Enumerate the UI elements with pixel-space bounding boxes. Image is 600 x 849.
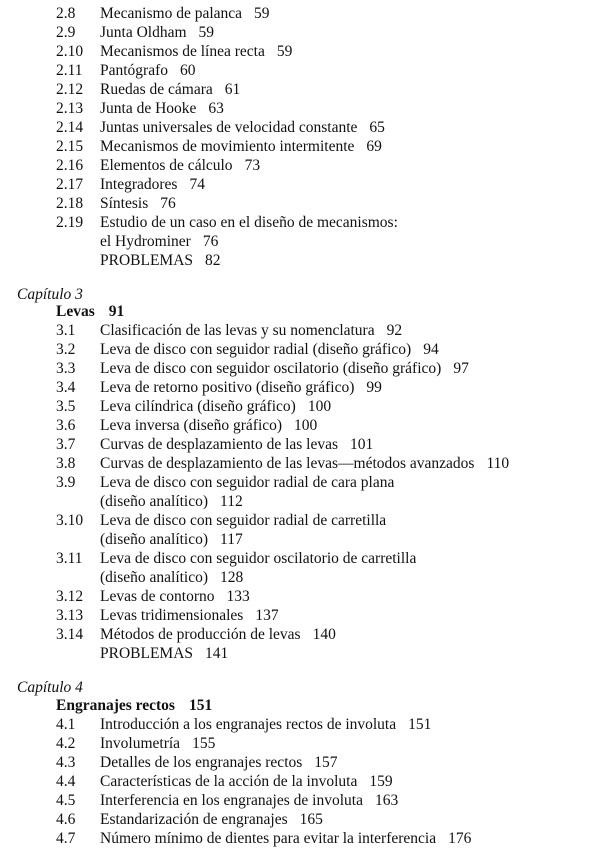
entry-page: 59 [254,5,270,22]
entry-title: Características de la acción de la involuta 159 [100,773,393,790]
entry-title: Número mínimo de dientes para evitar la interferencia 176 [100,830,472,847]
entry-number: 2.17 [56,176,84,193]
entry-number: 2.9 [56,24,76,41]
chapter-page: 151 [188,697,213,714]
entry-page: 100 [307,398,332,415]
entry-page: 155 [192,735,216,752]
entry-number: 2.18 [56,195,84,212]
entry-number: 3.13 [56,607,84,624]
entry-title: Leva de disco con seguidor radial de cara plana [100,474,395,491]
entry-number: 4.5 [56,792,76,809]
entry-number: 4.2 [56,735,76,752]
entry-number: 3.11 [56,550,83,567]
entry-page: 65 [369,119,385,136]
entry-title: Mecanismos de línea recta 59 [100,43,293,60]
entry-title: Curvas de desplazamiento de las levas—métodos avanzados 110 [100,455,510,472]
entry-number: 3.14 [56,626,84,643]
entry-number: 4.1 [56,716,76,733]
entry-page: 117 [220,531,243,548]
entry-page: 76 [202,233,219,250]
entry-title: Leva cilíndrica (diseño gráfico) 100 [100,398,332,415]
toc-entry-continuation: (diseño analítico) 112 [100,493,243,510]
entry-page: 100 [294,417,318,434]
entry-page: 133 [226,588,250,605]
entry-number: 3.7 [56,436,76,453]
entry-page: 128 [220,569,244,586]
entry-page: 165 [299,811,323,828]
chapter-title: Engranajes rectos 151 [56,697,213,714]
entry-title: Integradores 74 [100,176,205,193]
entry-number: 2.10 [56,43,84,60]
entry-number: 2.16 [56,157,84,174]
entry-page: 59 [198,24,215,41]
toc-entry-continuation: el Hydrominer 76 [100,233,219,250]
entry-title: Ruedas de cámara 61 [100,81,241,98]
entry-title: Clasificación de las levas y su nomenclatura 92 [100,322,403,339]
entry-page: 60 [180,62,196,79]
entry-page: 163 [374,792,399,809]
entry-number: 3.5 [56,398,76,415]
entry-number: 3.1 [56,322,76,339]
entry-page: 151 [408,716,432,733]
chapter-label: Capítulo 4 [17,679,83,696]
entry-title: Leva de disco con seguidor oscilatorio (diseño gráfico) 97 [100,360,469,377]
entry-title: Estandarización de engranajes 165 [100,811,323,828]
entry-title: Junta Oldham 59 [100,24,215,41]
entry-number: 2.12 [56,81,84,98]
entry-title: Interferencia en los engranajes de involuta 163 [100,792,399,809]
entry-title: Leva de disco con seguidor oscilatorio de carretilla [100,550,417,567]
entry-number: 3.9 [56,474,76,491]
entry-page: 73 [244,157,261,174]
entry-title: Métodos de producción de levas 140 [100,626,336,643]
entry-title: Elementos de cálculo 73 [100,157,261,174]
entry-page: 61 [224,81,241,98]
entry-title: Leva de retorno positivo (diseño gráfico) 99 [100,379,382,396]
problems-entry: PROBLEMAS 82 [100,252,221,269]
entry-page: 69 [366,138,382,155]
entry-title: Levas tridimensionales 137 [100,607,279,624]
entry-number: 3.6 [56,417,76,434]
entry-number: 3.12 [56,588,84,605]
entry-title: Detalles de los engranajes rectos 157 [100,754,338,771]
entry-page: 63 [208,100,224,117]
entry-page: 76 [160,195,176,212]
entry-number: 2.11 [56,62,83,79]
entry-title: Curvas de desplazamiento de las levas 101 [100,436,374,453]
entry-page: 82 [205,252,221,269]
entry-title: Síntesis 76 [100,195,176,212]
problems-entry: PROBLEMAS 141 [100,645,229,662]
entry-number: 3.8 [56,455,76,472]
entry-title: Junta de Hooke 63 [100,100,224,117]
entry-page: 157 [314,754,338,771]
entry-page: 101 [350,436,374,453]
entry-page: 99 [366,379,382,396]
entry-number: 3.4 [56,379,76,396]
entry-page: 141 [205,645,229,662]
entry-number: 2.8 [56,5,76,22]
entry-page: 97 [453,360,469,377]
entry-title: Leva de disco con seguidor radial de carretilla [100,512,387,529]
entry-page: 140 [312,626,336,643]
entry-title: Pantógrafo 60 [100,62,196,79]
entry-title: Mecanismo de palanca 59 [100,5,270,22]
entry-title: Leva inversa (diseño gráfico) 100 [100,417,318,434]
entry-number: 3.3 [56,360,76,377]
entry-number: 4.4 [56,773,76,790]
entry-page: 74 [189,176,205,193]
chapter-title: Levas 91 [56,303,125,320]
entry-title: Levas de contorno 133 [100,588,250,605]
toc-entry-continuation: (diseño analítico) 117 [100,531,243,548]
entry-number: 4.7 [56,830,76,847]
entry-number: 2.14 [56,119,84,136]
entry-title: Mecanismos de movimiento intermitente 69 [100,138,382,155]
entry-page: 137 [255,607,279,624]
entry-page: 94 [423,341,439,358]
chapter-label: Capítulo 3 [17,286,83,303]
entry-number: 2.19 [56,214,84,231]
entry-title: Introducción a los engranajes rectos de involuta 151 [100,716,432,733]
entry-number: 4.3 [56,754,76,771]
entry-page: 59 [276,43,293,60]
entry-title: Estudio de un caso en el diseño de mecanismos: [100,214,398,231]
entry-page: 159 [369,773,393,790]
entry-number: 3.10 [56,512,84,529]
entry-title: Juntas universales de velocidad constante 65 [100,119,385,136]
toc-entry-continuation: (diseño analítico) 128 [100,569,244,586]
entry-page: 92 [386,322,403,339]
chapter-page: 91 [108,303,125,320]
entry-number: 3.2 [56,341,76,358]
entry-title: Involumetría 155 [100,735,216,752]
entry-page: 176 [448,830,472,847]
entry-number: 2.13 [56,100,84,117]
entry-page: 110 [486,455,510,472]
entry-page: 112 [220,493,243,510]
entry-number: 4.6 [56,811,76,828]
entry-title: Leva de disco con seguidor radial (diseño gráfico) 94 [100,341,439,358]
entry-number: 2.15 [56,138,84,155]
